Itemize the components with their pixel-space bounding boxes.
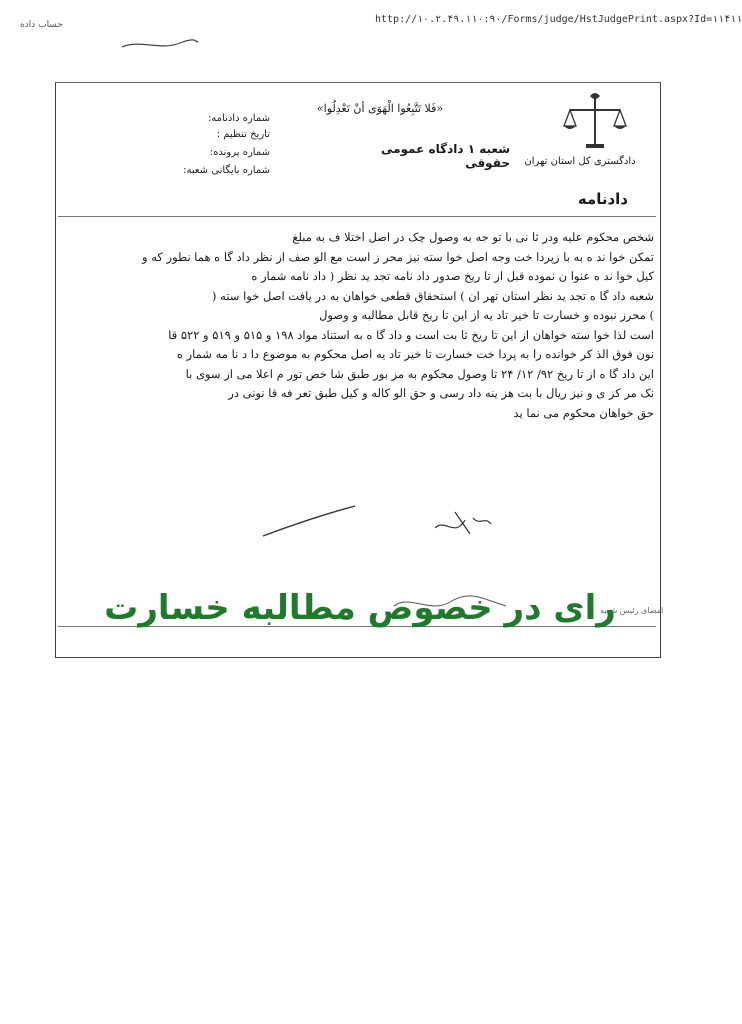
judiciary-emblem-icon [560, 92, 630, 152]
page-corner-mark: حساب داده [20, 20, 63, 30]
court-name: دادگستری کل استان تهران [524, 156, 636, 167]
top-scribble [120, 35, 200, 55]
branch-name: شعبه ۱ دادگاه عمومی حقوقی [381, 142, 510, 170]
field-archive-number: شماره بایگانی شعبه: [183, 165, 270, 176]
body-line: حق خواهان محکوم می نما ید [513, 405, 654, 420]
header-verse: «فَلا تَتَّبِعُوا الْهَوَى أنْ تَعْدِلُوا» [316, 102, 444, 115]
body-line: نک مر کز ی و نیز ریال با بت هز ینه داد رسی و حق الو کاله و کیل طبق تعر فه قا نونی در [228, 386, 654, 400]
body-line: است لذا خوا سته خواهان از این تا ریخ ثا بت است و داد گا ه به استناد مواد ۱۹۸ و ۵۱۵ و ۵۱۹ و ۵۲۲ قا [168, 327, 654, 342]
body-line: تمکن خوا ند ه به با زپردا خت وجه اصل خوا سته نیز محر ز است مع الو صف از نظر داد گا ه هما نطور که و [142, 249, 654, 264]
field-verdict-number: شماره دادنامه: [207, 113, 270, 124]
print-url: http://۱۰.۲.۴۹.۱۱۰:۹۰/Forms/judge/HstJudgePrint.aspx?Id=۱۱۴۱۱ [375, 14, 742, 25]
body-line: ) محرز نبوده و خسارت تا خیر تاد یه از این تا ریخ قابل مطالبه و وصول [319, 308, 654, 322]
verdict-body [62, 228, 654, 423]
frame-divider-top [58, 216, 656, 217]
body-line: شخص محکوم علیه ودر ثا نی با تو جه به وصول چک در اصل اختلا ف به مبلغ [292, 230, 654, 244]
body-line: کیل خوا ند ه عنوا ن نموده قبل از تا ریخ صدور داد نامه تجد ید نظر ( داد نامه شمار ه [251, 269, 654, 283]
signature-note: امضای رئیس شعبه [600, 606, 664, 615]
field-case-number: شماره پرونده: [209, 147, 270, 158]
highlight-caption: رای در خصوص مطالبه خسارت [104, 588, 616, 628]
field-issue-date: تاریخ تنظیم : [216, 129, 270, 140]
judge-signature [255, 498, 495, 548]
body-line: نون فوق الذ کر خوانده را به پردا خت خسارت تا خیر تاد یه اصل محکوم به موضوع دا د نا مه شمار ه [176, 347, 654, 361]
body-line: این داد گا ه از تا ریخ ۹۲/ ۱۲/ ۲۴ تا وصول محکوم به مز بور طبق شا خص تور م اعلا می از سوی با [185, 366, 654, 381]
document-title: دادنامه [577, 190, 628, 208]
body-line: شعبه داد گا ه تجد ید نظر استان تهر ان ) استحقاق قطعی خواهان به در یافت اصل خوا سته ( [212, 288, 654, 303]
